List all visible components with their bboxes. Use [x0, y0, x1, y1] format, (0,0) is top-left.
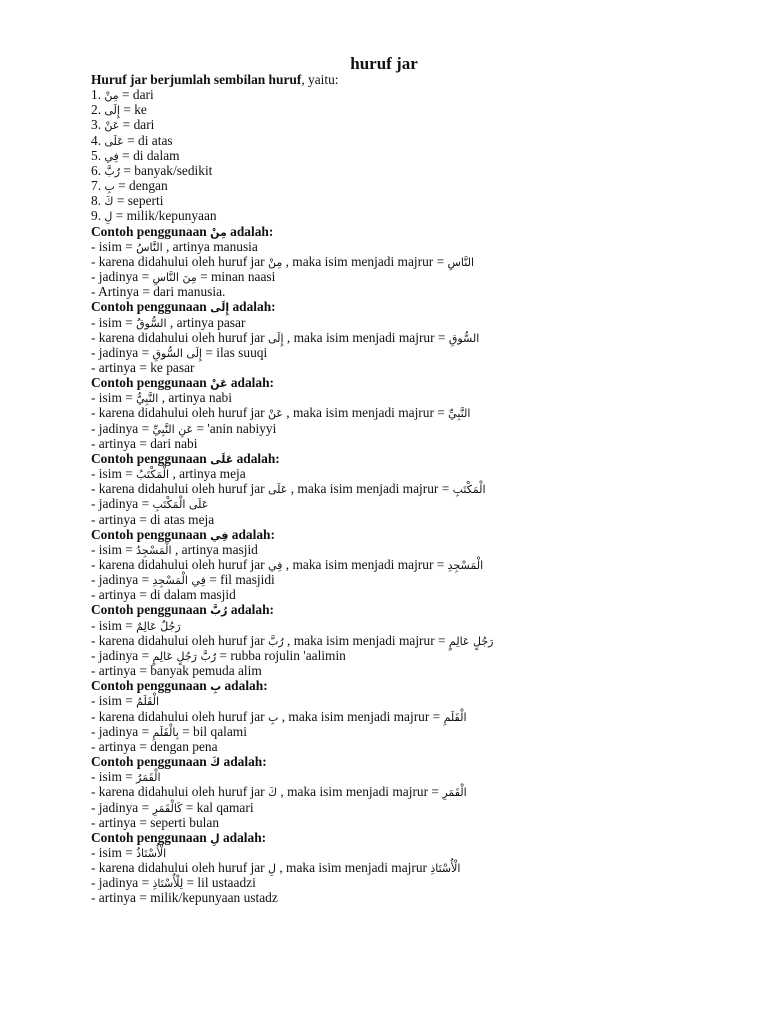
- majrur-line: [91, 633, 731, 648]
- heading-text: adalah:: [228, 526, 275, 542]
- arabic-word: عَنِ النَّبِيِّ: [152, 422, 194, 436]
- list-item: [91, 193, 731, 208]
- jadinya-line: [91, 572, 731, 587]
- arabic-word: الْقَلَمِ: [443, 710, 467, 724]
- list-meaning: = banyak/sedikit: [120, 162, 213, 178]
- arabic-letter: عَنْ: [104, 119, 120, 133]
- list-number: 5.: [91, 147, 105, 163]
- jadinya-line: [91, 648, 731, 663]
- majrur-line: [91, 784, 731, 799]
- line-text: - karena didahului oleh huruf jar: [91, 708, 268, 724]
- line-text: , maka isim menjadi majrur: [276, 860, 431, 876]
- arabic-word: النَّبِيُّ: [136, 392, 159, 406]
- heading-text: Contoh penggunaan: [91, 450, 211, 466]
- arabic-word: الْأُسْتَاذُ: [136, 846, 167, 860]
- section-heading: [91, 527, 731, 542]
- artinya-line: - artinya = banyak pemuda alim: [91, 663, 262, 679]
- line-text: - karena didahului oleh huruf jar: [91, 632, 268, 648]
- heading-text: Contoh penggunaan: [91, 829, 211, 845]
- arabic-word: مِنْ: [268, 255, 283, 269]
- list-meaning: = di dalam: [118, 147, 180, 163]
- arabic-letter: إِلَى: [210, 301, 230, 315]
- arabic-word: لِ: [268, 862, 276, 876]
- jadinya-line: [91, 421, 731, 436]
- section-heading: [91, 830, 731, 845]
- list-item: [91, 163, 731, 178]
- list-meaning: = dari: [119, 117, 155, 133]
- isim-line: [91, 845, 731, 860]
- list-meaning: = dengan: [114, 178, 168, 194]
- arabic-word: الْقَمَرُ: [136, 771, 161, 785]
- arabic-letter: فِي: [104, 149, 119, 163]
- line-text: - jadinya =: [91, 875, 153, 891]
- line-text: , maka isim menjadi majrur =: [277, 784, 443, 800]
- arabic-letter: إِلَى: [104, 104, 120, 118]
- isim-line: [91, 315, 731, 330]
- jadinya-line: [91, 496, 731, 511]
- list-item: [91, 208, 731, 223]
- heading-text: Contoh penggunaan: [91, 223, 211, 239]
- line-text: = bil qalami: [178, 723, 247, 739]
- arabic-word: السُّوقِ: [448, 331, 480, 345]
- line-text: , maka isim menjadi majrur =: [282, 405, 449, 421]
- heading-text: Contoh penggunaan: [91, 299, 211, 315]
- line-text: - isim =: [91, 617, 137, 633]
- arabic-word: الْقَلَمُ: [136, 695, 160, 709]
- list-number: 2.: [91, 102, 105, 118]
- arabic-letter: مِنْ: [210, 225, 227, 239]
- heading-text: adalah:: [227, 375, 275, 391]
- arabic-letter: عَلَى: [104, 134, 124, 148]
- arabic-letter: كَ: [104, 195, 114, 209]
- arabic-word: كَ: [268, 786, 278, 800]
- line-text: - jadinya =: [91, 344, 153, 360]
- line-text: - isim =: [91, 390, 137, 406]
- isim-line: [91, 542, 731, 557]
- heading-text: adalah:: [227, 602, 274, 618]
- arabic-word: الْقَمَرِ: [442, 786, 467, 800]
- line-text: , maka isim menjadi majrur =: [282, 557, 448, 572]
- line-text: - karena didahului oleh huruf jar: [91, 481, 268, 497]
- line-text: - isim =: [91, 541, 137, 557]
- majrur-line: [91, 481, 731, 496]
- heading-text: Contoh penggunaan: [91, 375, 211, 391]
- arabic-letter: عَلَى: [210, 452, 234, 466]
- arabic-word: إِلَى السُّوقِ: [152, 346, 202, 360]
- line-text: - karena didahului oleh huruf jar: [91, 329, 268, 345]
- line-text: - jadinya =: [91, 572, 153, 588]
- list-item: [91, 133, 731, 148]
- list-number: 4.: [91, 132, 105, 148]
- line-text: - karena didahului oleh huruf jar: [91, 253, 268, 269]
- line-text: , artinya nabi: [158, 390, 232, 406]
- line-text: - isim =: [91, 466, 137, 482]
- line-text: , artinya manusia: [162, 238, 258, 254]
- arabic-letter: كَ: [210, 756, 221, 770]
- arabic-letter: بِ: [104, 180, 115, 194]
- jadinya-line: [91, 269, 731, 284]
- line-text: - jadinya =: [91, 723, 153, 739]
- heading-text: adalah:: [220, 754, 267, 770]
- artinya-line: - artinya = di dalam masjid: [91, 587, 236, 603]
- line-text: , artinya meja: [169, 466, 246, 482]
- majrur-line: [91, 254, 731, 269]
- majrur-line: [91, 405, 731, 420]
- arabic-letter: عَنْ: [210, 377, 228, 391]
- arabic-letter: رُبَّ: [210, 604, 228, 618]
- document-body: [91, 72, 731, 906]
- arabic-word: بِ: [268, 710, 279, 724]
- list-number: 8.: [91, 193, 105, 209]
- artinya-line: - Artinya = dari manusia.: [91, 284, 226, 300]
- artinya-line: - artinya = seperti bulan: [91, 814, 220, 830]
- line-text: - jadinya =: [91, 269, 153, 285]
- line-text: - karena didahului oleh huruf jar: [91, 784, 268, 800]
- line-text: - isim =: [91, 314, 137, 330]
- line-text: - isim =: [91, 693, 137, 709]
- heading-text: Contoh penggunaan: [91, 754, 211, 770]
- line-text: , maka isim menjadi majrur =: [283, 329, 449, 345]
- isim-line: [91, 618, 731, 633]
- artinya-line: - artinya = ke pasar: [91, 359, 195, 375]
- arabic-word: بِالْقَلَمِ: [152, 725, 179, 739]
- arabic-letter: لِ: [210, 831, 220, 845]
- arabic-word: رَجُلٍ عَالِمٍ: [448, 634, 494, 648]
- line-text: - isim =: [91, 238, 137, 254]
- line-text: , maka isim menjadi majrur =: [283, 632, 449, 648]
- line-text: = ilas suuqi: [201, 344, 268, 360]
- arabic-word: عَلَى: [268, 483, 288, 497]
- majrur-line: [91, 330, 731, 345]
- heading-text: adalah:: [221, 678, 268, 694]
- list-item: [91, 148, 731, 163]
- arabic-word: الْمَكْتَبُ: [136, 468, 170, 482]
- line-text: = kal qamari: [182, 799, 254, 815]
- section-heading: [91, 602, 731, 617]
- jadinya-line: [91, 724, 731, 739]
- isim-line: [91, 390, 731, 405]
- list-number: 3.: [91, 117, 105, 133]
- section-heading: [91, 678, 731, 693]
- section-heading: [91, 451, 731, 466]
- artinya-line: - artinya = dengan pena: [91, 738, 218, 754]
- heading-text: Contoh penggunaan: [91, 526, 211, 542]
- arabic-letter: لِ: [104, 210, 113, 224]
- artinya-line: - artinya = milik/kepunyaan ustadz: [91, 890, 278, 906]
- arabic-word: الْمَكْتَبِ: [452, 483, 486, 497]
- jadinya-line: [91, 345, 731, 360]
- arabic-word: عَنْ: [268, 407, 283, 421]
- line-text: - isim =: [91, 769, 137, 785]
- line-text: = minan naasi: [196, 269, 276, 285]
- arabic-word: عَلَى الْمَكْتَبِ: [152, 498, 209, 512]
- arabic-word: رَجُلٌ عَالِمٌ: [136, 619, 181, 633]
- arabic-word: مِنَ النَّاسِ: [152, 271, 197, 285]
- arabic-word: فِي: [268, 559, 283, 572]
- line-text: = lil ustaadzi: [183, 875, 256, 891]
- heading-text: Contoh penggunaan: [91, 678, 211, 694]
- section-heading: [91, 224, 731, 239]
- line-text: - karena didahului oleh huruf jar: [91, 860, 268, 876]
- heading-text: adalah:: [219, 829, 267, 845]
- isim-line: [91, 693, 731, 708]
- list-number: 6.: [91, 162, 105, 178]
- artinya-line: - artinya = dari nabi: [91, 435, 198, 451]
- arabic-word: كَالْقَمَرِ: [152, 801, 183, 815]
- arabic-word: النَّاسُ: [136, 240, 163, 254]
- list-item: [91, 102, 731, 117]
- list-item: [91, 178, 731, 193]
- section-heading: [91, 754, 731, 769]
- section-heading: [91, 299, 731, 314]
- arabic-word: النَّاسِ: [447, 255, 475, 269]
- intro-line: [91, 72, 731, 87]
- list-item: [91, 117, 731, 132]
- isim-line: [91, 466, 731, 481]
- arabic-word: النَّبِيِّ: [448, 407, 471, 421]
- line-text: , maka isim menjadi majrur =: [287, 481, 453, 497]
- majrur-line: [91, 860, 731, 875]
- intro-bold-text: Huruf jar berjumlah sembilan huruf: [91, 72, 302, 87]
- jadinya-line: [91, 875, 731, 890]
- line-text: - karena didahului oleh huruf jar: [91, 557, 268, 572]
- majrur-line: [91, 557, 731, 572]
- arabic-letter: رُبَّ: [104, 164, 121, 178]
- isim-line: [91, 239, 731, 254]
- arabic-word: إِلَى: [268, 331, 284, 345]
- heading-text: Contoh penggunaan: [91, 602, 211, 618]
- list-meaning: = dari: [118, 87, 154, 103]
- list-meaning: = ke: [119, 102, 147, 118]
- line-text: = 'anin nabiyyi: [193, 420, 277, 436]
- line-text: - jadinya =: [91, 647, 153, 663]
- heading-text: adalah:: [229, 299, 276, 315]
- list-meaning: = milik/kepunyaan: [112, 208, 217, 224]
- line-text: = fil masjidi: [205, 572, 275, 588]
- arabic-word: فِي الْمَسْجِدِ: [152, 574, 206, 588]
- arabic-word: السُّوقُ: [136, 316, 167, 330]
- list-number: 7.: [91, 178, 105, 194]
- arabic-letter: مِنْ: [104, 89, 119, 103]
- line-text: - jadinya =: [91, 420, 153, 436]
- arabic-letter: فِي: [210, 528, 229, 542]
- page-title: huruf jar: [350, 54, 418, 73]
- list-item: [91, 87, 731, 102]
- majrur-line: [91, 709, 731, 724]
- artinya-line: - artinya = di atas meja: [91, 511, 215, 527]
- arabic-word: الْأُسْتَاذِ: [430, 862, 461, 876]
- jadinya-line: [91, 800, 731, 815]
- arabic-letter: بِ: [210, 680, 222, 694]
- line-text: , artinya masjid: [171, 541, 258, 557]
- heading-text: adalah:: [233, 450, 280, 466]
- arabic-word: الْمَسْجِدُ: [136, 543, 172, 557]
- line-text: - jadinya =: [91, 799, 153, 815]
- line-text: - isim =: [91, 844, 137, 860]
- arabic-word: الْمَسْجِدِ: [447, 559, 484, 572]
- heading-text: adalah:: [226, 223, 274, 239]
- line-text: - karena didahului oleh huruf jar: [91, 405, 268, 421]
- intro-rest-text: , yaitu:: [301, 72, 339, 87]
- arabic-word: رُبَّ رَجُلٍ عَالِمٍ: [152, 649, 217, 663]
- section-heading: [91, 375, 731, 390]
- list-meaning: = seperti: [113, 193, 164, 209]
- line-text: , maka isim menjadi majrur =: [282, 253, 448, 269]
- list-number: 9.: [91, 208, 105, 224]
- arabic-word: رُبَّ: [268, 634, 284, 648]
- list-meaning: = di atas: [123, 132, 173, 148]
- isim-line: [91, 769, 731, 784]
- arabic-word: لِلْأُسْتَاذِ: [152, 877, 184, 891]
- line-text: - jadinya =: [91, 496, 153, 512]
- line-text: , maka isim menjadi majrur =: [278, 708, 444, 724]
- line-text: , artinya pasar: [166, 314, 246, 330]
- list-number: 1.: [91, 87, 105, 103]
- line-text: = rubba rojulin 'aalimin: [216, 647, 346, 663]
